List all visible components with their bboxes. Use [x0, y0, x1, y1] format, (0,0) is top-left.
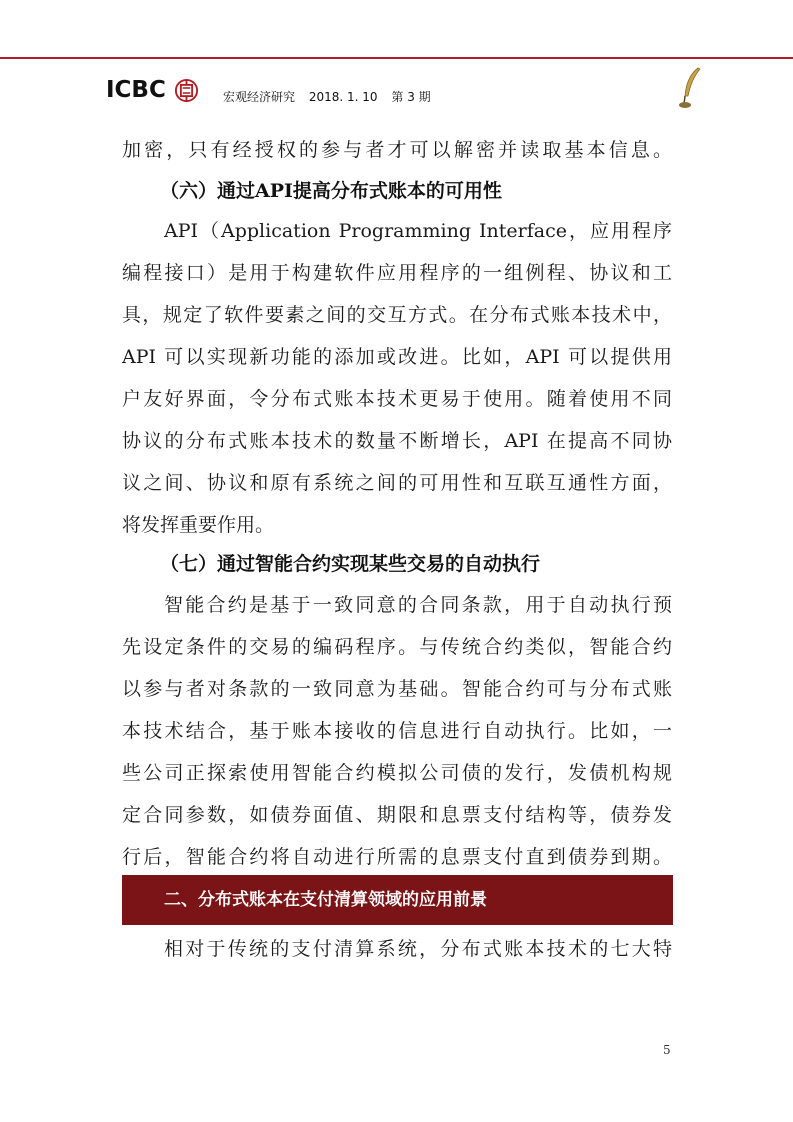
page-number: 5 — [663, 1043, 671, 1057]
paragraph-line: 行后，智能合约将自动进行所需的息票支付直到债券到期。 — [122, 846, 672, 868]
paragraph-line: 以参与者对条款的一致同意为基础。智能合约可与分布式账 — [122, 678, 672, 700]
paragraph-line: 先设定条件的交易的编码程序。与传统合约类似，智能合约 — [122, 636, 672, 658]
publication-info — [223, 88, 441, 105]
publication-issue: 第 3 期 — [391, 90, 431, 104]
icbc-logo-icon — [174, 78, 199, 103]
icbc-logo — [106, 77, 199, 103]
paragraph-line: 将发挥重要作用。 — [122, 514, 275, 536]
heading-section-7: （七）通过智能合约实现某些交易的自动执行 — [160, 553, 541, 575]
heading-section-6: （六）通过API提高分布式账本的可用性 — [160, 180, 502, 202]
paragraph-line: API 可以实现新功能的添加或改进。比如，API 可以提供用 — [122, 346, 672, 368]
paragraph-line: 议之间、协议和原有系统之间的可用性和互联互通性方面， — [122, 472, 672, 494]
paragraph-line: 户友好界面，令分布式账本技术更易于使用。随着使用不同 — [122, 388, 672, 410]
paragraph-line: 定合同参数，如债券面值、期限和息票支付结构等，债券发 — [122, 804, 672, 826]
header-rule — [0, 57, 793, 59]
paragraph-line: 编程接口）是用于构建软件应用程序的一组例程、协议和工 — [122, 262, 672, 284]
section-2-banner: 二、分布式账本在支付清算领域的应用前景 — [122, 875, 673, 925]
publication-title: 宏观经济研究 — [223, 90, 296, 104]
paragraph-line: 加密，只有经授权的参与者才可以解密并读取基本信息。 — [122, 139, 672, 161]
quill-pen-icon — [676, 66, 704, 110]
paragraph-line: 智能合约是基于一致同意的合同条款，用于自动执行预 — [164, 594, 672, 616]
paragraph-line: 些公司正探索使用智能合约模拟公司债的发行，发债机构规 — [122, 762, 672, 784]
paragraph-line: 协议的分布式账本技术的数量不断增长，API 在提高不同协 — [122, 430, 672, 452]
paragraph-line: API（Application Programming Interface，应用程序 — [164, 220, 672, 242]
paragraph-line: 具，规定了软件要素之间的交互方式。在分布式账本技术中， — [122, 304, 672, 326]
paragraph-line: 本技术结合，基于账本接收的信息进行自动执行。比如，一 — [122, 720, 672, 742]
paragraph-line: 相对于传统的支付清算系统，分布式账本技术的七大特 — [164, 938, 672, 960]
logo-text: ICBC — [106, 77, 166, 103]
publication-date: 2018. 1. 10 — [308, 90, 378, 104]
